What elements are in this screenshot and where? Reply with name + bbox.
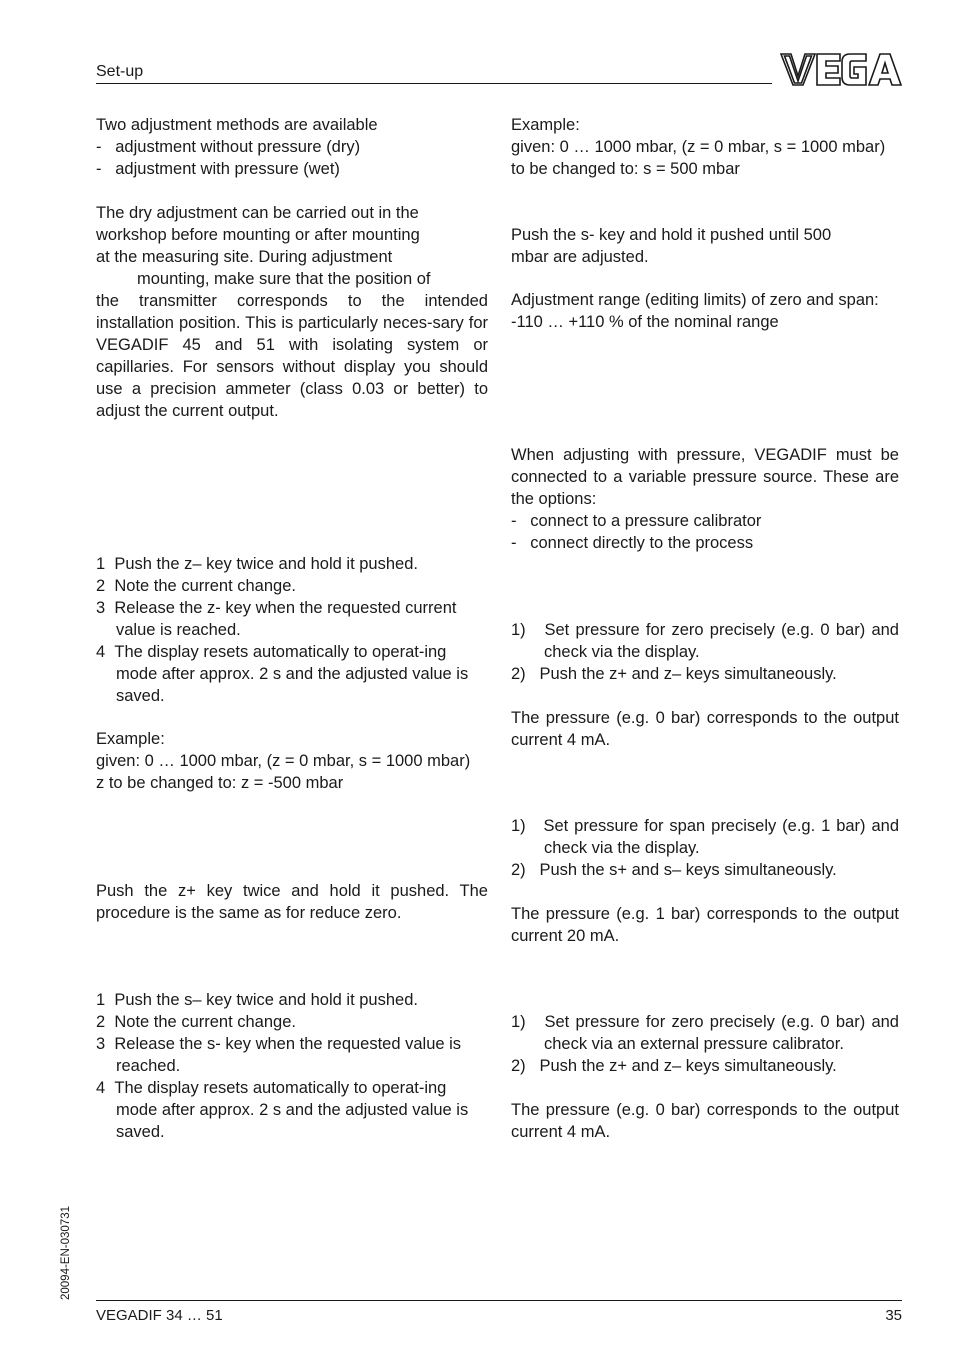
zero-external-note: The pressure (e.g. 0 bar) corresponds to the output current 4 mA. (511, 1101, 899, 1141)
zero-display-steps (511, 619, 899, 751)
section-title: Set-up (96, 63, 144, 80)
push-s-paragraph: Push the s- key and hold it pushed until 500 mbar are adjusted. (511, 226, 832, 266)
method-item: - adjustment without pressure (dry) (96, 138, 361, 156)
step-item: 3 Release the s- key when the requested value is reached. (96, 1035, 462, 1075)
option-item: - connect to a pressure calibrator (511, 512, 762, 530)
methods-heading: Two adjustment methods are available (96, 116, 378, 134)
adjustment-methods (96, 114, 488, 180)
step-item: 2) Push the z+ and z– keys simultaneously. (511, 665, 837, 683)
span-display-note: The pressure (e.g. 1 bar) corresponds to the output current 20 mA. (511, 905, 899, 945)
reduce-span-steps (96, 989, 488, 1143)
dry-adjustment-paragraph: The dry adjustment can be carried out in the workshop before mounting or after mounting at the measuring site. During adjustment mounting, make sure that the position of the transmitter corresponds to the intended installation position. This is particularly neces-sary for VEGADIF 45 and 51 with isolating system or capillaries. For sensors without display you should use a precision ammeter (class 0.03 or better) to adjust the current output. (96, 204, 488, 420)
step-item: 1 Push the z– key twice and hold it pushed. (96, 555, 418, 573)
method-item: - adjustment with pressure (wet) (96, 160, 340, 178)
option-item: - connect directly to the process (511, 534, 754, 552)
step-item: 1) Set pressure for zero precisely (e.g. 0 bar) and check via an external pressure calibrator. (511, 1013, 899, 1053)
wet-adjustment-intro: When adjusting with pressure, VEGADIF must be connected to a variable pressure source. These are the options: - connect to a pressure calibrator - connect directly to the process (511, 446, 899, 552)
step-item: 2) Push the z+ and z– keys simultaneously. (511, 1057, 837, 1075)
adjustment-range: Adjustment range (editing limits) of zero and span: -110 … +110 % of the nominal range (511, 291, 879, 331)
step-item: 4 The display resets automatically to operat-ing mode after approx. 2 s and the adjusted value is saved. (96, 1079, 469, 1141)
footer-product: VEGADIF 34 … 51 (96, 1307, 223, 1324)
step-item: 4 The display resets automatically to operat-ing mode after approx. 2 s and the adjusted value is saved. (96, 643, 469, 705)
vega-logo (780, 50, 902, 88)
increase-zero-paragraph: Push the z+ key twice and hold it pushed. The procedure is the same as for reduce zero. (96, 882, 488, 922)
step-item: 1 Push the s– key twice and hold it pushed. (96, 991, 418, 1009)
step-item: 2) Push the s+ and s– keys simultaneously. (511, 861, 837, 879)
zero-external-steps (511, 1011, 899, 1143)
step-item: 1) Set pressure for span precisely (e.g. 1 bar) and check via the display. (511, 817, 899, 857)
zero-display-note: The pressure (e.g. 0 bar) corresponds to the output current 4 mA. (511, 709, 899, 749)
step-item: 2 Note the current change. (96, 1013, 296, 1031)
step-item: 1) Set pressure for zero precisely (e.g. 0 bar) and check via the display. (511, 621, 899, 661)
step-item: 2 Note the current change. (96, 577, 296, 595)
span-example: Example: given: 0 … 1000 mbar, (z = 0 mbar, s = 1000 mbar) to be changed to: s = 500 mbar (511, 116, 886, 178)
reduce-zero-steps (96, 553, 488, 707)
span-display-steps (511, 815, 899, 947)
header-divider (96, 83, 772, 84)
document-id: 20094-EN-030731 (60, 1206, 72, 1300)
page-number: 35 (885, 1307, 902, 1324)
zero-example: Example: given: 0 … 1000 mbar, (z = 0 mbar, s = 1000 mbar) z to be changed to: z = -500 mbar (96, 730, 471, 792)
step-item: 3 Release the z- key when the requested current value is reached. (96, 599, 457, 639)
footer-divider (96, 1300, 902, 1301)
